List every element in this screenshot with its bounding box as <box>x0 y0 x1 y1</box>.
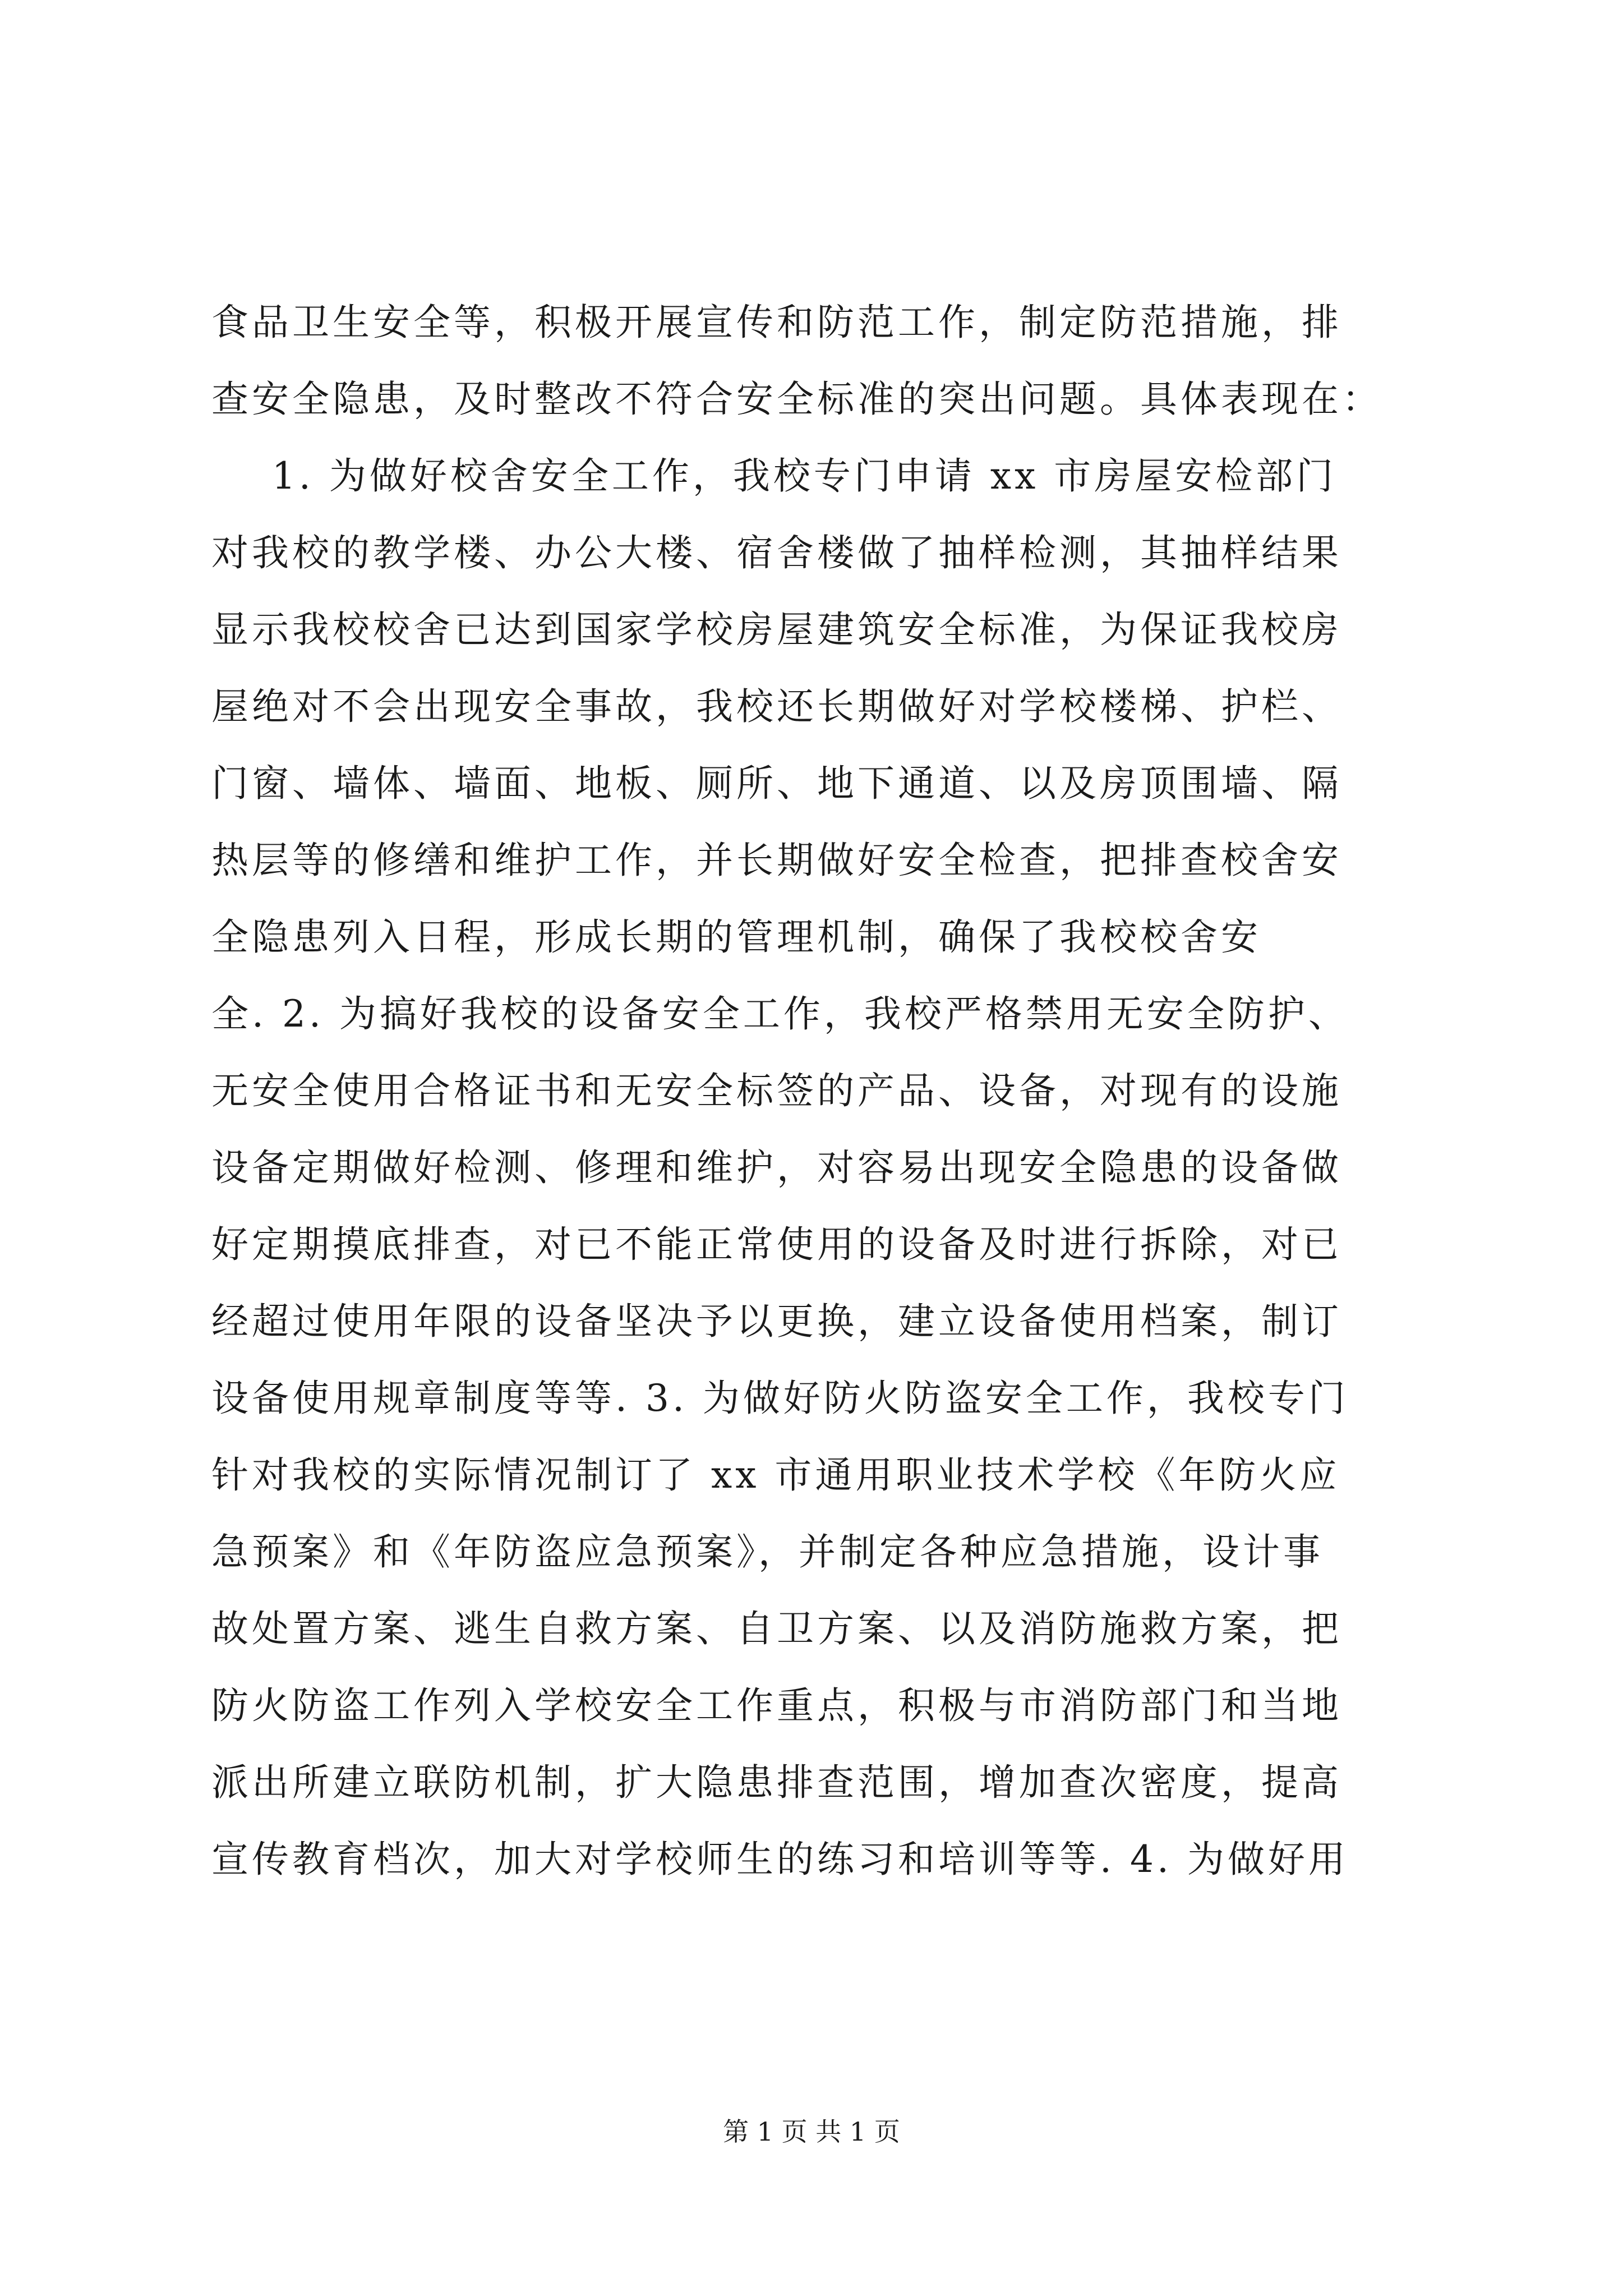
text-line: 无安全使用合格证书和无安全标签的产品、设备，对现有的设施 <box>211 1069 1342 1112</box>
text-line: 针对我校的实际情况制订了 xx 市通用职业技术学校《年防火应 <box>211 1453 1340 1497</box>
text-line: 屋绝对不会出现安全事故，我校还长期做好对学校楼梯、护栏、 <box>211 685 1342 728</box>
text-line: 热层等的修缮和维护工作，并长期做好安全检查，把排查校舍安 <box>211 839 1342 882</box>
text-line: 全. 2. 为搞好我校的设备安全工作，我校严格禁用无安全防护、 <box>211 992 1349 1036</box>
page-number-label: 第 1 页 共 1 页 <box>723 2116 900 2147</box>
text-line: 好定期摸底排查，对已不能正常使用的设备及时进行拆除，对已 <box>211 1223 1342 1266</box>
text-line: 急预案》和《年防盗应急预案》，并制定各种应急措施，设计事 <box>211 1530 1324 1573</box>
text-line: 对我校的教学楼、办公大楼、宿舍楼做了抽样检测，其抽样结果 <box>211 531 1342 574</box>
text-line: 故处置方案、逃生自救方案、自卫方案、以及消防施救方案，把 <box>211 1607 1342 1650</box>
text-line: 经超过使用年限的设备坚决予以更换，建立设备使用档案，制订 <box>211 1300 1342 1343</box>
text-line: 食品卫生安全等，积极开展宣传和防范工作，制定防范措施，排 <box>211 301 1342 344</box>
text-line: 门窗、墙体、墙面、地板、厕所、地下通道、以及房顶围墙、隔 <box>211 762 1342 805</box>
text-line: 1. 为做好校舍安全工作，我校专门申请 xx 市房屋安检部门 <box>211 454 1337 498</box>
text-line: 设备定期做好检测、修理和维护，对容易出现安全隐患的设备做 <box>211 1146 1342 1189</box>
text-line: 显示我校校舍已达到国家学校房屋建筑安全标准，为保证我校房 <box>211 608 1342 651</box>
text-line: 防火防盗工作列入学校安全工作重点，积极与市消防部门和当地 <box>211 1684 1342 1727</box>
text-line: 宣传教育档次，加大对学校师生的练习和培训等等. 4. 为做好用 <box>211 1838 1349 1881</box>
text-line: 派出所建立联防机制，扩大隐患排查范围，增加查次密度，提高 <box>211 1761 1342 1804</box>
text-line: 设备使用规章制度等等. 3. 为做好防火防盗安全工作，我校专门 <box>211 1377 1349 1420</box>
text-line: 全隐患列入日程，形成长期的管理机制，确保了我校校舍安 <box>211 915 1261 959</box>
page-footer <box>0 2115 1623 2148</box>
text-line: 查安全隐患，及时整改不符合安全标准的突出问题。具体表现在： <box>211 378 1382 421</box>
